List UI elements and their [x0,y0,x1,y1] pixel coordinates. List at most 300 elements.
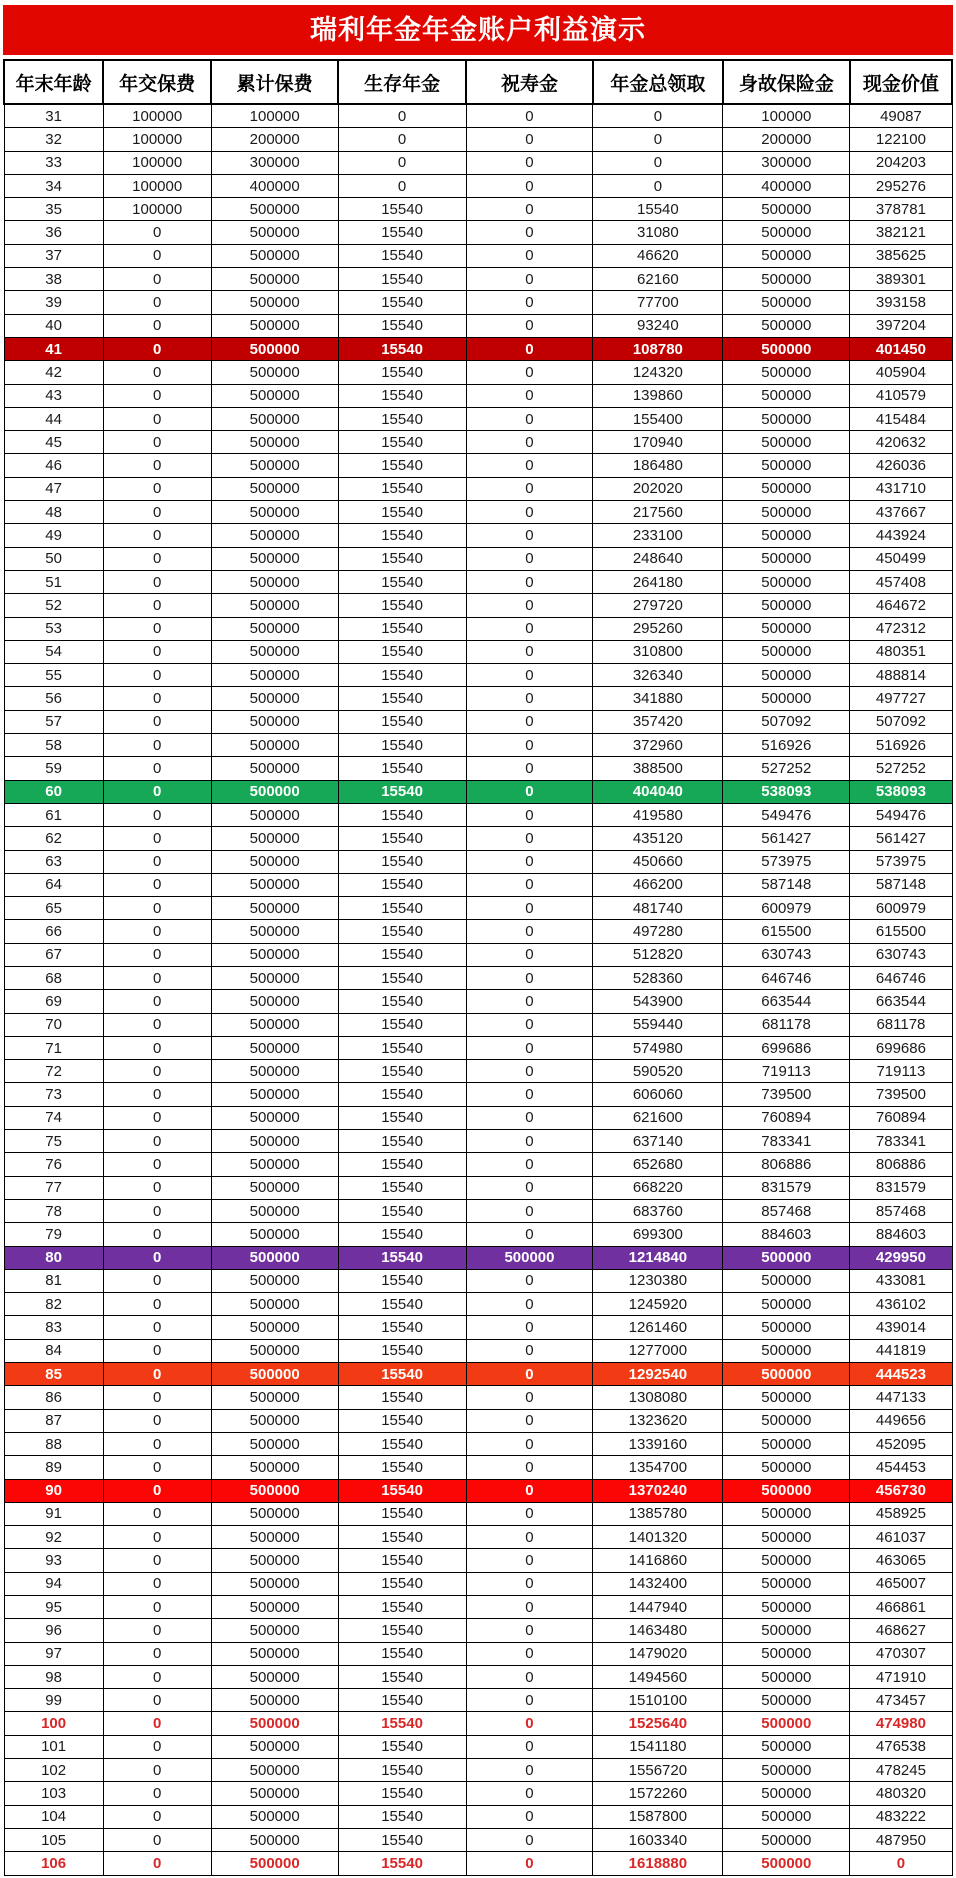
cell: 0 [466,1199,593,1222]
table-row-age-36 [4,221,952,244]
cell: 500000 [211,1642,338,1665]
cell: 0 [466,780,593,803]
cell: 0 [466,501,593,524]
cell: 93 [4,1549,103,1572]
cell: 500000 [723,477,850,500]
cell: 15540 [338,617,466,640]
cell: 0 [103,1130,211,1153]
cell: 573975 [723,850,850,873]
cell: 0 [103,943,211,966]
table-row-age-45 [4,431,952,454]
cell: 500000 [211,1735,338,1758]
cell: 45 [4,431,103,454]
cell: 630743 [723,943,850,966]
cell: 0 [103,1526,211,1549]
cell: 600979 [723,897,850,920]
table-row-age-93 [4,1549,952,1572]
cell: 0 [103,547,211,570]
cell: 0 [103,361,211,384]
table-row-age-97 [4,1642,952,1665]
cell: 500000 [211,617,338,640]
cell: 1370240 [593,1479,723,1502]
cell: 15540 [338,1060,466,1083]
cell: 295260 [593,617,723,640]
cell: 0 [466,1339,593,1362]
cell: 500000 [211,547,338,570]
cell: 15540 [338,803,466,826]
cell: 0 [103,1782,211,1805]
cell: 500000 [211,337,338,360]
cell: 15540 [338,897,466,920]
cell: 615500 [723,920,850,943]
cell: 1416860 [593,1549,723,1572]
cell: 0 [466,1083,593,1106]
cell: 760894 [850,1106,952,1129]
table-row-age-65 [4,897,952,920]
cell: 0 [466,104,593,128]
cell: 500000 [211,570,338,593]
cell: 0 [103,454,211,477]
cell: 15540 [338,1386,466,1409]
cell: 681178 [850,1013,952,1036]
cell: 15540 [338,1036,466,1059]
cell: 500000 [723,244,850,267]
cell: 500000 [211,1805,338,1828]
cell: 500000 [723,407,850,430]
cell: 15540 [338,570,466,593]
cell: 500000 [723,1293,850,1316]
table-row-age-66 [4,920,952,943]
cell: 500000 [211,710,338,733]
cell: 15540 [338,268,466,291]
table-row-age-63 [4,850,952,873]
cell: 0 [103,850,211,873]
cell: 0 [466,897,593,920]
cell: 465007 [850,1572,952,1595]
table-row-age-39 [4,291,952,314]
table-row-age-43 [4,384,952,407]
cell: 15540 [338,780,466,803]
table-row-age-100 [4,1712,952,1735]
cell: 393158 [850,291,952,314]
cell: 538093 [850,780,952,803]
cell: 1618880 [593,1852,723,1875]
cell: 538093 [723,780,850,803]
cell: 1385780 [593,1502,723,1525]
cell: 500000 [211,524,338,547]
cell: 500000 [211,920,338,943]
cell: 500000 [211,780,338,803]
cell: 405904 [850,361,952,384]
cell: 0 [103,1223,211,1246]
cell: 500000 [211,1409,338,1432]
table-row-age-32 [4,128,952,151]
table-row-age-68 [4,966,952,989]
cell: 15540 [338,524,466,547]
table-row-age-58 [4,734,952,757]
cell: 500000 [723,1316,850,1339]
cell: 76 [4,1153,103,1176]
cell: 15540 [338,1759,466,1782]
cell: 466200 [593,873,723,896]
cell: 15540 [338,1409,466,1432]
cell: 0 [466,664,593,687]
table-row-age-46 [4,454,952,477]
cell: 0 [466,1316,593,1339]
cell: 699300 [593,1223,723,1246]
cell: 63 [4,850,103,873]
table-row-age-72 [4,1060,952,1083]
cell: 500000 [723,1269,850,1292]
table-row-age-67 [4,943,952,966]
cell: 0 [466,1596,593,1619]
cell: 62160 [593,268,723,291]
cell: 0 [466,710,593,733]
cell: 86 [4,1386,103,1409]
cell: 500000 [211,990,338,1013]
cell: 15540 [338,757,466,780]
cell: 15540 [338,1246,466,1269]
column-header-0: 年末年龄 [4,60,103,104]
table-row-age-99 [4,1689,952,1712]
cell: 15540 [338,314,466,337]
cell: 500000 [211,291,338,314]
table-row-age-44 [4,407,952,430]
cell: 15540 [338,198,466,221]
cell: 0 [466,314,593,337]
cell: 15540 [338,1782,466,1805]
table-row-age-48 [4,501,952,524]
cell: 53 [4,617,103,640]
cell: 1323620 [593,1409,723,1432]
cell: 295276 [850,174,952,197]
cell: 0 [103,710,211,733]
cell: 0 [103,1735,211,1758]
cell: 500000 [723,384,850,407]
cell: 497280 [593,920,723,943]
cell: 0 [103,1852,211,1875]
cell: 0 [466,337,593,360]
cell: 0 [593,128,723,151]
cell: 0 [103,1293,211,1316]
cell: 500000 [211,1619,338,1642]
cell: 500000 [723,1642,850,1665]
cell: 500000 [723,524,850,547]
cell: 1214840 [593,1246,723,1269]
cell: 56 [4,687,103,710]
cell: 15540 [338,1572,466,1595]
cell: 82 [4,1293,103,1316]
column-header-1: 年交保费 [103,60,211,104]
cell: 500000 [723,1828,850,1851]
cell: 15540 [338,1852,466,1875]
cell: 699686 [723,1036,850,1059]
cell: 500000 [723,1759,850,1782]
cell: 15540 [338,384,466,407]
cell: 0 [850,1852,952,1875]
table-row-age-74 [4,1106,952,1129]
cell: 549476 [723,803,850,826]
cell: 0 [466,850,593,873]
table-row-age-76 [4,1153,952,1176]
cell: 90 [4,1479,103,1502]
cell: 500000 [211,1246,338,1269]
cell: 0 [466,1712,593,1735]
cell: 500000 [723,547,850,570]
cell: 433081 [850,1269,952,1292]
cell: 500000 [211,734,338,757]
cell: 500000 [723,1409,850,1432]
cell: 0 [338,128,466,151]
cell: 57 [4,710,103,733]
cell: 500000 [211,803,338,826]
cell: 39 [4,291,103,314]
cell: 15540 [338,1083,466,1106]
cell: 561427 [723,827,850,850]
cell: 481740 [593,897,723,920]
cell: 543900 [593,990,723,1013]
cell: 0 [103,244,211,267]
table-row-age-75 [4,1130,952,1153]
cell: 587148 [723,873,850,896]
cell: 52 [4,594,103,617]
cell: 0 [466,524,593,547]
cell: 500000 [723,1689,850,1712]
cell: 93240 [593,314,723,337]
cell: 15540 [338,1130,466,1153]
cell: 500000 [211,384,338,407]
table-row-age-94 [4,1572,952,1595]
cell: 61 [4,803,103,826]
table-row-age-87 [4,1409,952,1432]
cell: 480320 [850,1782,952,1805]
table-row-age-35 [4,198,952,221]
cell: 621600 [593,1106,723,1129]
cell: 32 [4,128,103,151]
cell: 0 [466,1549,593,1572]
cell: 429950 [850,1246,952,1269]
cell: 401450 [850,337,952,360]
cell: 500000 [211,687,338,710]
cell: 0 [103,687,211,710]
cell: 15540 [338,431,466,454]
cell: 15540 [338,1013,466,1036]
cell: 468627 [850,1619,952,1642]
cell: 15540 [338,244,466,267]
table-row-age-59 [4,757,952,780]
cell: 15540 [338,943,466,966]
table-row-age-98 [4,1665,952,1688]
cell: 1494560 [593,1665,723,1688]
cell: 668220 [593,1176,723,1199]
table-row-age-104 [4,1805,952,1828]
cell: 0 [103,1060,211,1083]
cell: 1261460 [593,1316,723,1339]
cell: 0 [466,151,593,174]
cell: 0 [466,1642,593,1665]
cell: 681178 [723,1013,850,1036]
cell: 42 [4,361,103,384]
table-row-age-90 [4,1479,952,1502]
page-title: 瑞利年金年金账户利益演示 [3,5,953,55]
cell: 444523 [850,1363,952,1386]
cell: 15540 [338,966,466,989]
cell: 0 [103,897,211,920]
cell: 100000 [723,104,850,128]
cell: 0 [103,1363,211,1386]
cell: 478245 [850,1759,952,1782]
table-row-age-79 [4,1223,952,1246]
cell: 100000 [103,174,211,197]
benefit-table [3,59,953,1876]
cell: 606060 [593,1083,723,1106]
cell: 646746 [850,966,952,989]
cell: 0 [103,1689,211,1712]
cell: 473457 [850,1689,952,1712]
cell: 1339160 [593,1432,723,1455]
cell: 108780 [593,337,723,360]
cell: 512820 [593,943,723,966]
cell: 884603 [850,1223,952,1246]
column-header-7: 现金价值 [850,60,952,104]
cell: 1463480 [593,1619,723,1642]
table-row-age-69 [4,990,952,1013]
cell: 1277000 [593,1339,723,1362]
cell: 0 [103,990,211,1013]
cell: 449656 [850,1409,952,1432]
cell: 497727 [850,687,952,710]
cell: 528360 [593,966,723,989]
cell: 15540 [338,1199,466,1222]
table-row-age-54 [4,640,952,663]
cell: 31080 [593,221,723,244]
cell: 1447940 [593,1596,723,1619]
cell: 100000 [103,128,211,151]
cell: 500000 [211,198,338,221]
cell: 105 [4,1828,103,1851]
table-row-age-40 [4,314,952,337]
cell: 0 [103,640,211,663]
cell: 500000 [723,1782,850,1805]
table-row-age-106 [4,1852,952,1875]
cell: 15540 [338,1828,466,1851]
cell: 0 [103,1036,211,1059]
cell: 0 [103,920,211,943]
cell: 500000 [211,1060,338,1083]
cell: 100000 [103,151,211,174]
cell: 500000 [211,1665,338,1688]
table-row-age-64 [4,873,952,896]
table-row-age-38 [4,268,952,291]
cell: 0 [103,337,211,360]
cell: 83 [4,1316,103,1339]
cell: 507092 [850,710,952,733]
cell: 500000 [211,1526,338,1549]
cell: 49087 [850,104,952,128]
cell: 88 [4,1432,103,1455]
table-row-age-102 [4,1759,952,1782]
cell: 106 [4,1852,103,1875]
cell: 15540 [338,454,466,477]
table-row-age-80 [4,1246,952,1269]
cell: 500000 [211,1759,338,1782]
cell: 0 [466,617,593,640]
cell: 0 [103,1246,211,1269]
cell: 500000 [211,1386,338,1409]
cell: 51 [4,570,103,593]
cell: 124320 [593,361,723,384]
cell: 500000 [211,1083,338,1106]
cell: 102 [4,1759,103,1782]
table-row-age-70 [4,1013,952,1036]
table-row-age-73 [4,1083,952,1106]
cell: 300000 [211,151,338,174]
cell: 0 [593,174,723,197]
cell: 0 [103,1502,211,1525]
cell: 500000 [723,431,850,454]
cell: 15540 [338,1223,466,1246]
cell: 0 [466,827,593,850]
cell: 500000 [211,1782,338,1805]
table-row-age-34 [4,174,952,197]
cell: 0 [466,268,593,291]
cell: 0 [466,244,593,267]
cell: 0 [103,1432,211,1455]
cell: 1587800 [593,1805,723,1828]
cell: 0 [103,873,211,896]
cell: 0 [593,104,723,128]
cell: 500000 [211,664,338,687]
cell: 0 [466,1106,593,1129]
cell: 500000 [723,1852,850,1875]
cell: 500000 [211,873,338,896]
cell: 500000 [723,361,850,384]
cell: 1479020 [593,1642,723,1665]
cell: 739500 [850,1083,952,1106]
cell: 500000 [211,1596,338,1619]
cell: 0 [103,1479,211,1502]
cell: 95 [4,1596,103,1619]
cell: 500000 [723,1363,850,1386]
cell: 0 [466,1223,593,1246]
cell: 500000 [723,1339,850,1362]
cell: 699686 [850,1036,952,1059]
cell: 0 [103,1199,211,1222]
cell: 100000 [103,104,211,128]
cell: 436102 [850,1293,952,1316]
cell: 0 [466,1852,593,1875]
cell: 0 [103,780,211,803]
cell: 50 [4,547,103,570]
cell: 0 [103,431,211,454]
cell: 0 [466,570,593,593]
cell: 0 [338,174,466,197]
cell: 487950 [850,1828,952,1851]
cell: 0 [466,1526,593,1549]
cell: 0 [466,640,593,663]
cell: 760894 [723,1106,850,1129]
cell: 0 [103,1596,211,1619]
cell: 500000 [723,501,850,524]
cell: 0 [103,1339,211,1362]
column-header-5: 年金总领取 [593,60,723,104]
cell: 0 [466,734,593,757]
cell: 1525640 [593,1712,723,1735]
cell: 0 [103,803,211,826]
cell: 65 [4,897,103,920]
cell: 0 [103,617,211,640]
cell: 457408 [850,570,952,593]
